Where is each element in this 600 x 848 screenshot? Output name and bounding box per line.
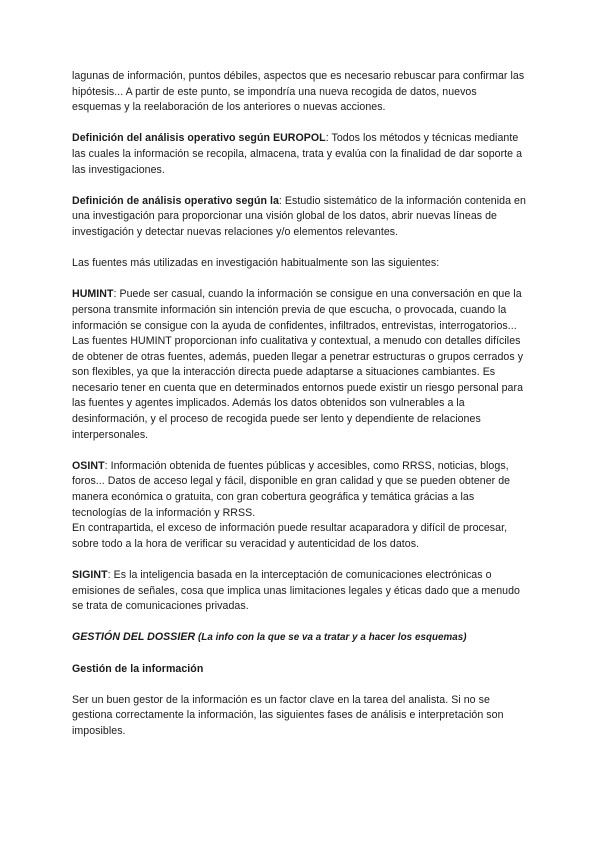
term-operational-analysis: Definición de análisis operativo según la [72,194,279,207]
term-sigint: SIGINT [72,569,108,581]
paragraph-osint-drawbacks: En contrapartida, el exceso de información puede resultar acaparadora y difícil de procesar, sobre todo a la hora de verificar su veracidad y autenticidad de los datos. [72,522,508,550]
text-sigint: : Es la inteligencia basada en la interceptación de comunicaciones electrónicas o emisiones de señales, cosa que implica unas limitaciones legales y éticas dado que a menudo se trata de comunicaciones privadas. [72,569,520,613]
paragraph-osint [72,459,528,521]
text-osint: : Información obtenida de fuentes públicas y accesibles, como RRSS, noticias, blogs, foros... Datos de acceso legal y fácil, disponible en gran calidad y que se pueden obtener de manera económica o gratuita, con gran cobertura geográfica y temática grácias a las tecnologías de la información y RRSS. [72,459,511,519]
paragraph-info-management: Ser un buen gestor de la información es un factor clave en la tarea del analista. Si no se gestiona correctamente la información, las siguientes fases de análisis e interpretación son imposibles. [72,693,504,737]
dossier-subtitle: (La info con la que se va a tratar y a hacer los esquemas) [195,632,467,644]
paragraph-intro: lagunas de información, puntos débiles, aspectos que es necesario rebuscar para confirmar las hipótesis... A partir de este punto, se impondría una nueva recogida de datos, nuevos esquemas y la reelaboración de los anteriores o nuevas acciones. [72,70,525,114]
term-humint: HUMINT [72,288,114,301]
dossier-title: GESTIÓN DEL DOSSIER [72,631,196,644]
section-heading-dossier [72,630,528,646]
document-page [72,69,528,740]
section-heading-info-management [72,662,528,678]
paragraph-sources-intro: Las fuentes más utilizadas en investigación habitualmente son las siguientes: [72,257,440,270]
text-humint: : Puede ser casual, cuando la información se consigue en una conversación en que la persona transmite información sin intención previa de que escucha, o provocada, cuando la información se consigue con la ayuda de confidentes, infiltrados, entrevistas, interrogatorios... Las fuentes HUMINT proporcionan info cualitativa y contextual, a menudo con detalles difíciles de obtener de otras fuentes, además, pueden llegar a penetrar estructuras o grupos cerrados y son flexibles, ya que la interacción directa puede adaptarse a situaciones cambiantes. Es necesario tener en cuenta que en determinados entornos puede existir un riesgo personal para las fuentes y agentes implicados. Además los datos obtenidos son vulnerables a la desinformación, y el proceso de recogida puede ser lento y dependiente de relaciones interpersonales. [72,288,524,441]
paragraph-humint [72,287,528,443]
paragraph-operational-analysis-definition [72,194,528,241]
text-operational-analysis: : Estudio sistemático de la información contenida en una investigación para proporcionar una visión global de los datos, abrir nuevas líneas de investigación y detectar nuevas relaciones y/o elementos relevantes. [72,194,526,238]
term-osint: OSINT [72,459,105,472]
info-management-title: Gestión de la información [72,662,204,675]
paragraph-europol-definition [72,131,528,178]
paragraph-sigint [72,568,528,615]
text-europol: : Todos los métodos y técnicas mediante las cuales la información se recopila, almacena, trata y evalúa con la finalidad de dar soporte a las investigaciones. [72,132,523,176]
term-europol: Definición del análisis operativo según EUROPOL [72,132,326,145]
